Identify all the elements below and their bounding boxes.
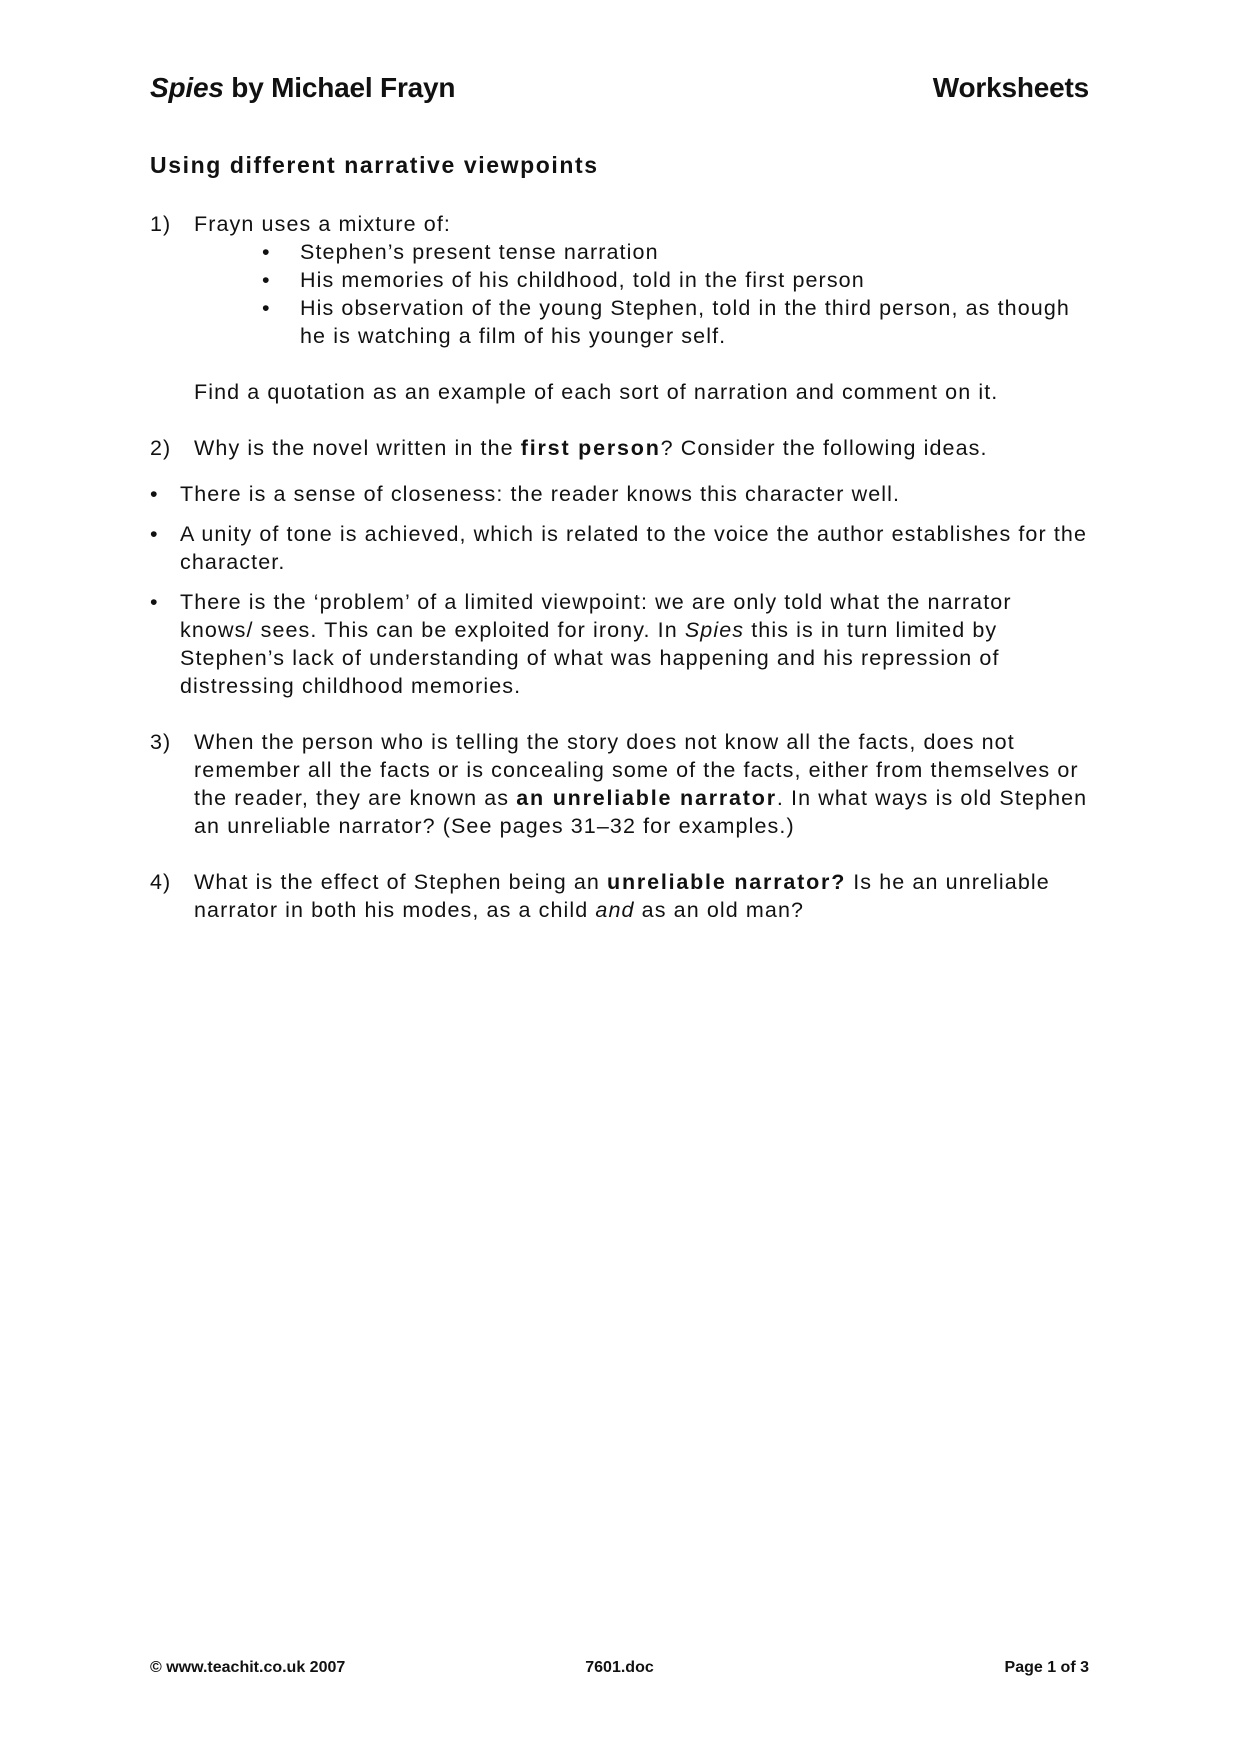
question-number: 1) [150,212,172,236]
list-item: • There is a sense of closeness: the reader knows this character well. [150,480,1089,508]
question-body [194,434,1089,462]
text-run: When the person who is telling the story does not know all the facts, does not remember all the facts or is concealing some of the facts, either from themselves or the reader, they are known as [194,730,1079,810]
question-4 [150,868,1089,924]
question-body [194,728,1089,840]
footer-filename: 7601.doc [585,1659,654,1676]
text-run: Is he an unreliable narrator in both his modes, as a child [194,870,1050,922]
text-run: ? Consider the following ideas. [660,436,988,460]
question-3 [150,728,1089,840]
list-item: • Stephen’s present tense narration [262,238,1089,266]
question-body [194,868,1089,924]
question-1-intro: Frayn uses a mixture of: [194,212,452,236]
text-run: Why is the novel written in the [194,436,521,460]
bold-term: first person [520,436,661,460]
page-footer [150,1659,1089,1677]
text-run: What is the effect of Stephen being an [194,870,608,894]
question-3-text [194,728,1089,840]
page-header [150,72,1089,112]
question-2 [150,434,1089,462]
question-1 [150,210,1089,406]
text-run: this is in turn limited by Stephen’s lack of understanding of what was happening and his repression of distressing childhood memories. [180,618,1000,698]
bold-term: an unreliable narrator [516,786,777,810]
footer-copyright: © www.teachit.co.uk 2007 [150,1659,346,1676]
title-rest: by Michael Frayn [223,72,456,103]
footer-page-number: Page 1 of 3 [1004,1659,1089,1676]
question-1-task: Find a quotation as an example of each sort of narration and comment on it. [194,380,999,404]
document-title [150,72,455,104]
question-2-text [194,434,1089,462]
question-number: 2) [150,436,172,460]
question-number: 4) [150,870,172,894]
italic-term: Spies [684,618,745,642]
header-right-label: Worksheets [932,72,1089,103]
text-run: as an old man? [634,898,805,922]
title-italic: Spies [150,72,224,103]
narration-list [194,238,1089,350]
section-title: Using different narrative viewpoints [150,152,599,178]
bold-term: unreliable narrator? [607,870,847,894]
italic-term: and [595,898,635,922]
worksheet-content [150,210,1089,952]
list-item: • His observation of the young Stephen, told in the third person, as though he is watching a film of his younger self. [262,294,1089,350]
list-item [150,588,1089,700]
question-number: 3) [150,730,172,754]
list-item: • His memories of his childhood, told in the first person [262,266,1089,294]
ideas-list [150,480,1089,700]
list-item: • A unity of tone is achieved, which is related to the voice the author establishes for the character. [150,520,1089,576]
text-run: . In what ways is old Stephen an unreliable narrator? (See pages 31–32 for examples.) [194,786,1088,838]
question-4-text [194,868,1089,924]
text-run: There is the ‘problem’ of a limited viewpoint: we are only told what the narrator knows/ sees. This can be exploited for irony. In [180,590,1012,642]
question-body [194,210,1089,406]
